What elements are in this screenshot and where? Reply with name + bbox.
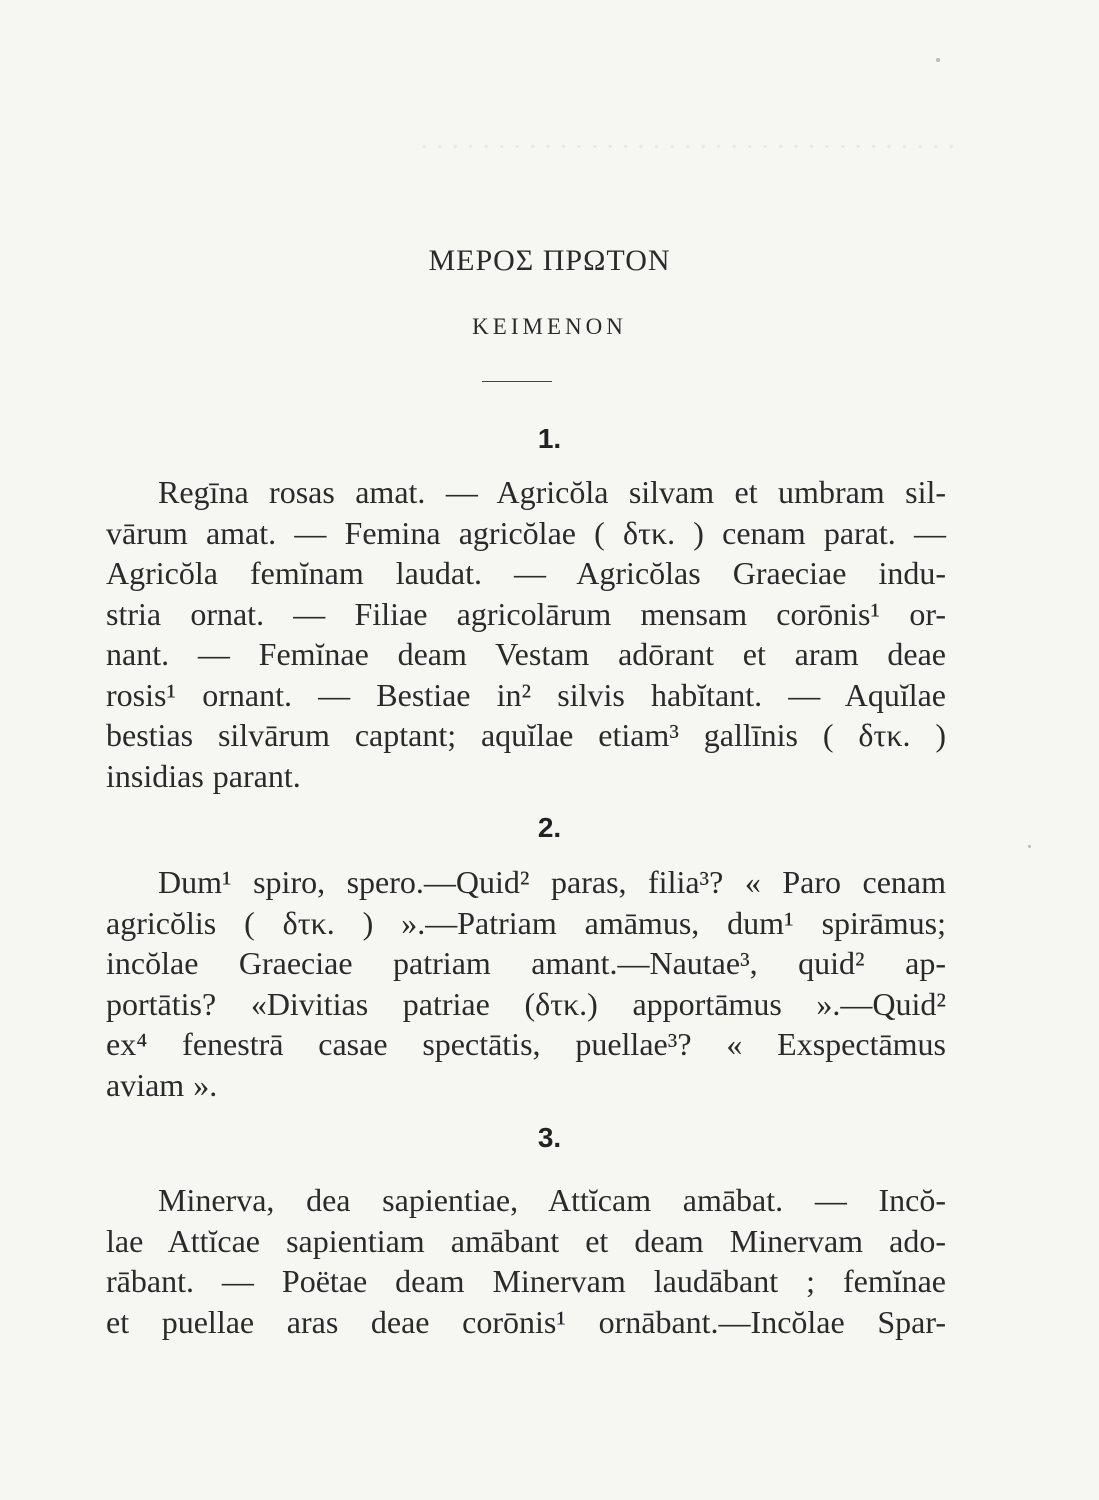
text-line: aviam ». — [106, 1066, 218, 1103]
section-number: 2. — [537, 812, 562, 843]
section-number: 1. — [537, 423, 562, 454]
section-number: 3. — [537, 1122, 562, 1153]
text-line: Minerva, dea sapientiae, Attĭcam amābat. — Incŏ- — [158, 1182, 946, 1218]
text-line: rābant. — Poëtae deam Minervam laudābant ; femĭnae — [106, 1263, 946, 1299]
part-title: ΜΕΡΟΣ ΠΡΩΤΟΝ — [428, 244, 671, 277]
text-line: nant. — Femĭnae deam Vestam adōrant et aram deae — [106, 636, 946, 672]
text-line: rosis¹ ornant. — Bestiae in² silvis habĭtant. — Aquĭlae — [106, 676, 946, 713]
show-through-text: . . . . . . . . . . . . . . . . . . . . . . . . . . . . . . . . . . . — [420, 120, 955, 155]
paper-speck — [936, 58, 940, 62]
text-line: vārum amat. — Femina agricŏlae ( δτκ. ) cenam parat. — — [106, 514, 946, 551]
text-line: Dum¹ spiro, spero.—Quid² paras, filia³? « Paro cenam — [158, 864, 946, 900]
text-line: Regīna rosas amat. — Agricŏla silvam et umbram sil- — [158, 474, 946, 510]
divider-rule — [482, 381, 552, 382]
section-1-text — [106, 472, 946, 796]
section-heading: ΚΕΙΜΕΝΟΝ — [472, 314, 627, 339]
text-line: lae Attĭcae sapientiam amābant et deam Minervam ado- — [106, 1222, 946, 1259]
text-line: bestias silvārum captant; aquĭlae etiam³ gallīnis ( δτκ. ) — [106, 717, 946, 753]
section-2-text — [106, 862, 946, 1105]
text-line: stria ornat. — Filiae agricolārum mensam corōnis¹ or- — [106, 595, 946, 632]
text-line: portātis? «Divitias patriae (δτκ.) apportāmus ».—Quid² — [106, 985, 946, 1022]
text-line: insidias parant. — [106, 757, 301, 794]
text-line: Agricŏla femĭnam laudat. — Agricŏlas Graeciae indu- — [106, 555, 946, 591]
text-line: agricŏlis ( δτκ. ) ».—Patriam amāmus, dum¹ spirāmus; — [106, 904, 946, 941]
text-line: incŏlae Graeciae patriam amant.—Nautae³, quid² ap- — [106, 945, 946, 981]
text-line: ex⁴ fenestrā casae spectātis, puellae³? « Exspectāmus — [106, 1026, 946, 1062]
paper-speck — [1028, 845, 1031, 848]
text-line: et puellae aras deae corōnis¹ ornābant.—Incŏlae Spar- — [106, 1303, 946, 1340]
section-3-text — [106, 1180, 946, 1342]
